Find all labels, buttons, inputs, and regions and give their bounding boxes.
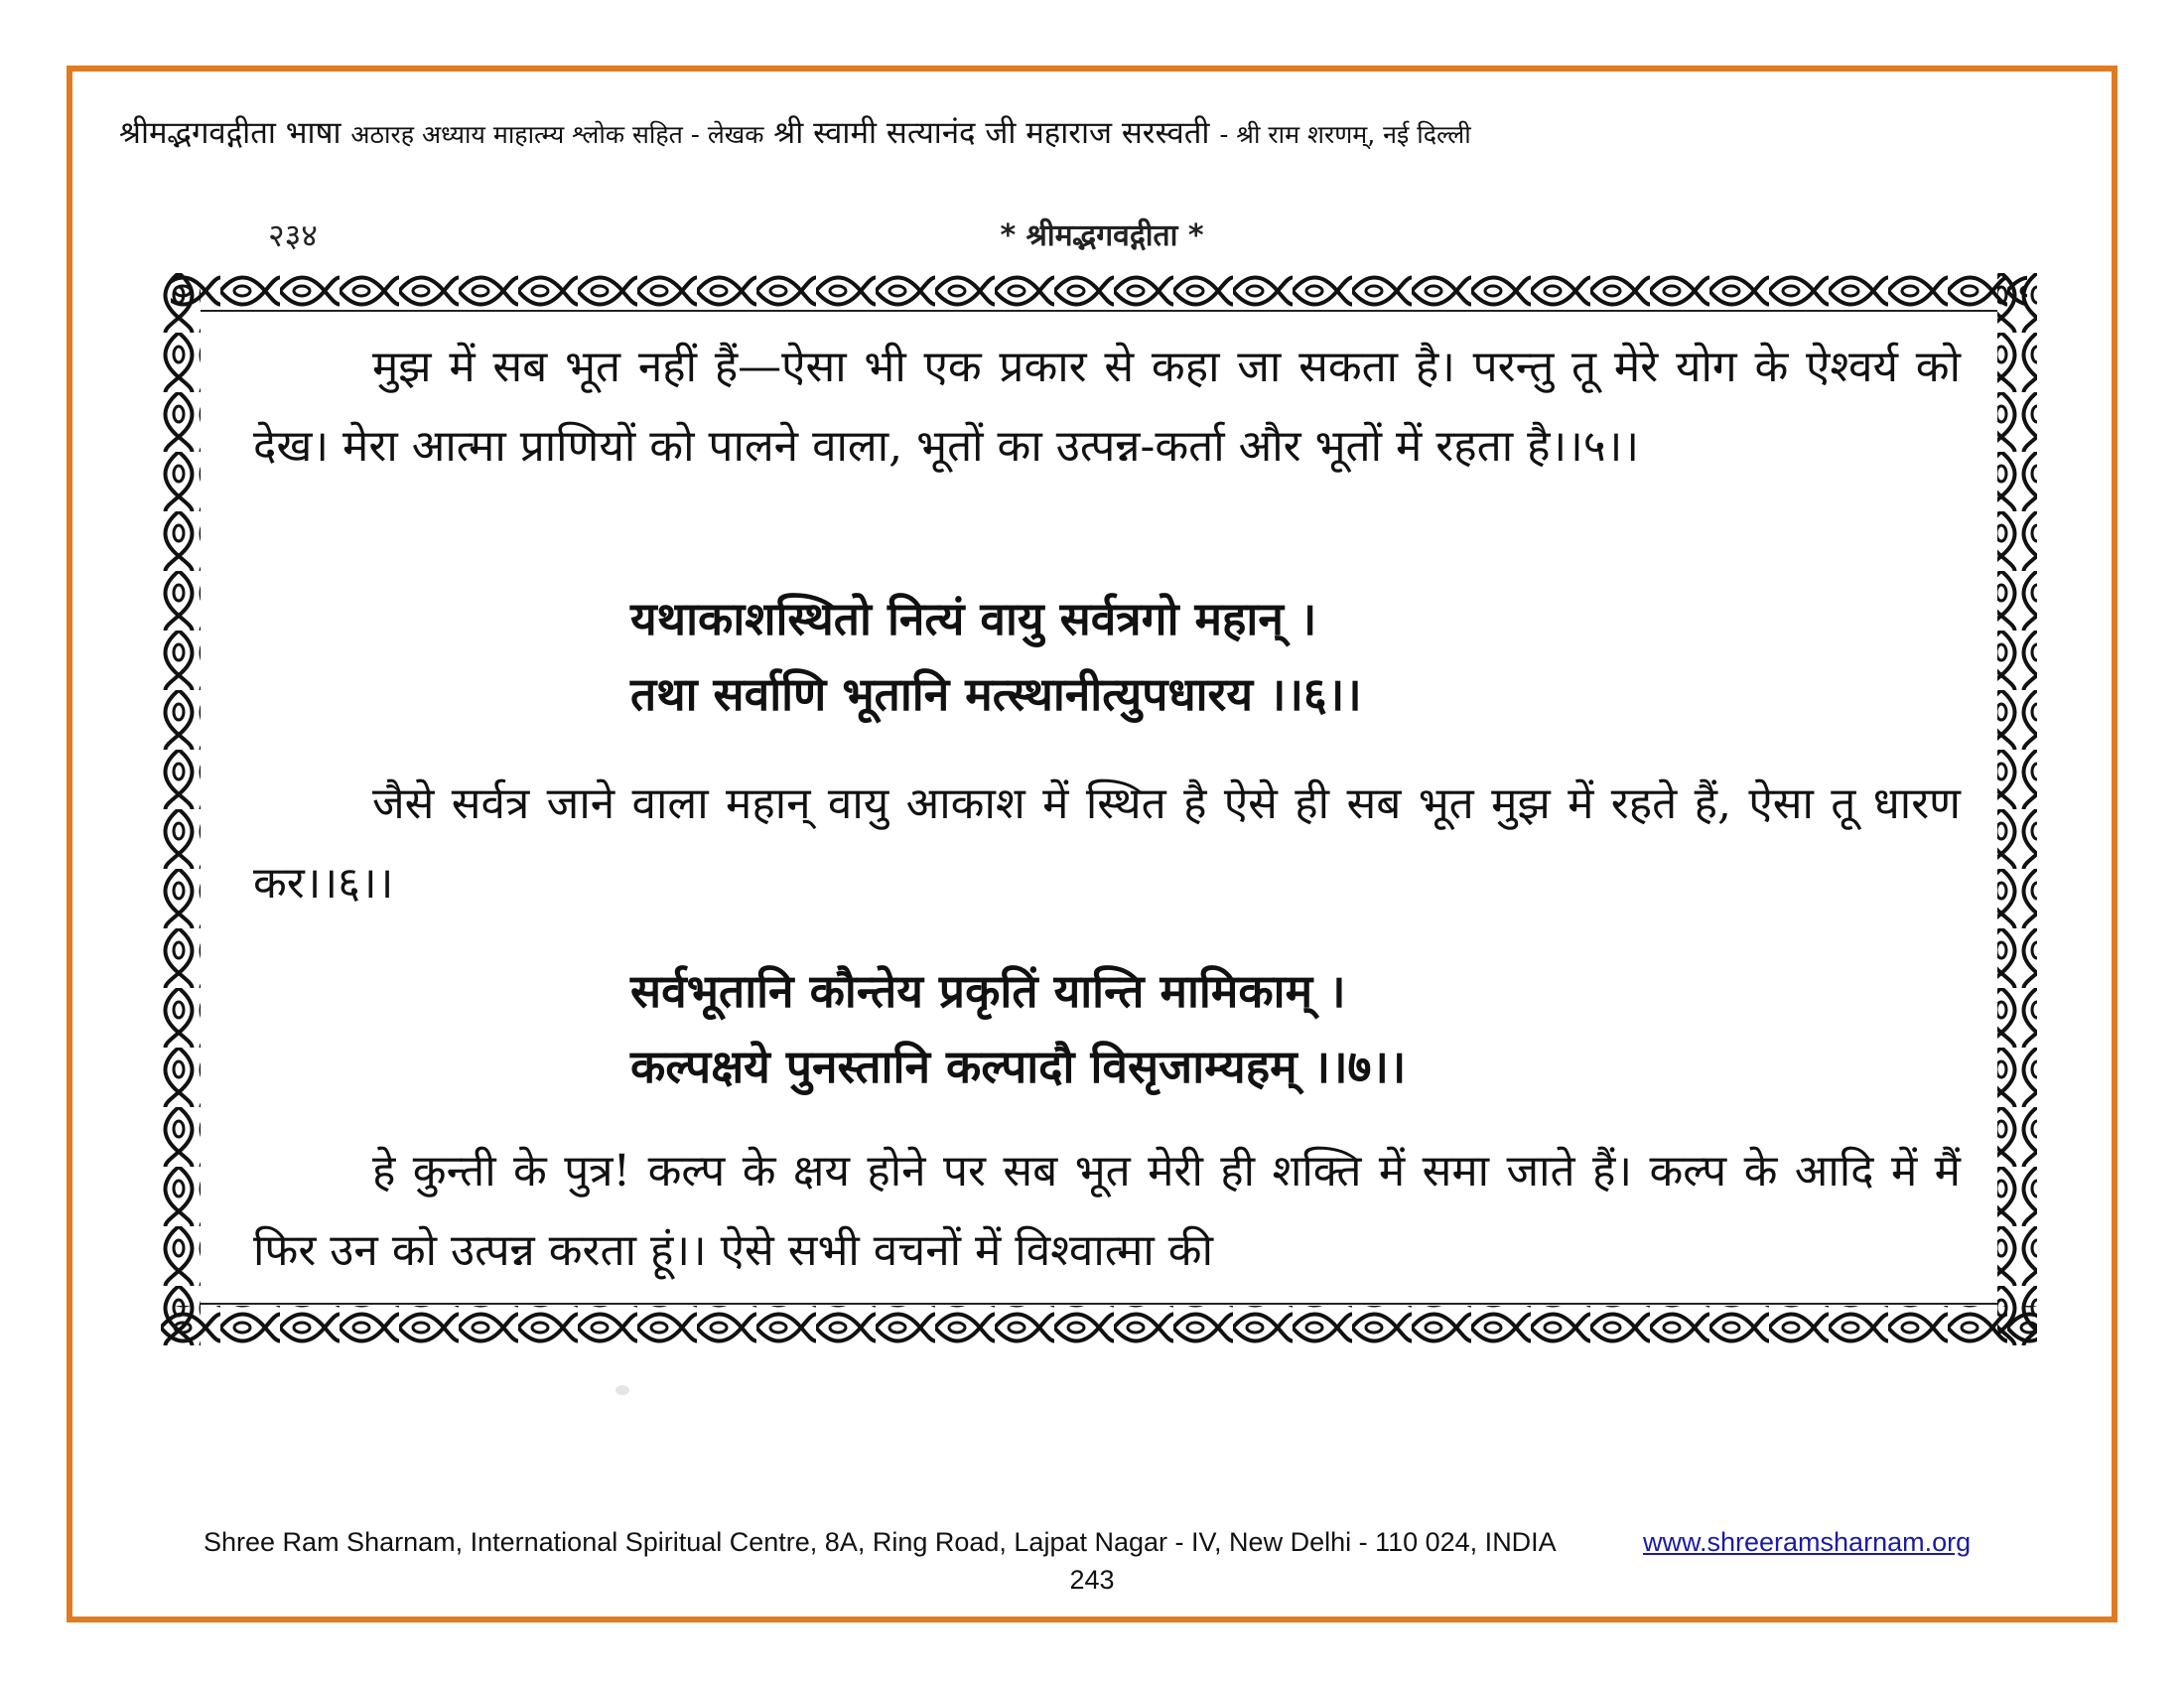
scan-page-number: २३४ (268, 216, 318, 254)
document-header (119, 111, 2065, 153)
verse-line: सर्वभूतानि कौन्तेय प्रकृतिं यान्ति मामिकाम् । (630, 964, 1346, 1018)
verse-line: कल्पक्षये पुनस्तानि कल्पादौ विसृजाम्यहम् ।।७।। (630, 1040, 1407, 1093)
verse-7 (630, 953, 1921, 1104)
running-head: * श्रीमद्भगवद्गीता * (1000, 218, 1204, 253)
verse-line: तथा सर्वाणि भूतानि मत्स्थानीत्युपधारय ।।६।। (630, 667, 1362, 721)
scanned-page (149, 204, 2055, 1455)
header-subtitle: अठारह अध्याय माहात्म्य श्लोक सहित - लेखक (350, 120, 764, 149)
header-title: श्रीमद्भगवद्गीता भाषा (119, 115, 341, 151)
prose-paragraph: हे कुन्ती के पुत्र! कल्प के क्षय होने पर सब भूत मेरी ही शक्ति में समा जाते हैं। कल्प के आदि में मैं फिर उन को उत्पन्न करता हूं।। ऐसे सभी वचनों में विश्वात्मा की (253, 1146, 1961, 1276)
verse-line: यथाकाशस्थितो नित्यं वायु सर्वत्रगो महान् । (630, 592, 1317, 645)
scan-smudge (615, 1385, 629, 1395)
prose-paragraph: जैसे सर्वत्र जाने वाला महान् वायु आकाश में स्थित है ऐसे ही सब भूत मुझ में रहते हैं, ऐसा तू धारण कर।।६।। (253, 778, 1961, 909)
header-publisher: - श्री राम शरणम्, नई दिल्ली (1219, 120, 1471, 149)
header-author: श्री स्वामी सत्यानंद जी महाराज सरस्वती (773, 115, 1210, 151)
footer-page-number: 243 (1069, 1565, 1115, 1595)
prose-paragraph: मुझ में सब भूत नहीं हैं—ऐसा भी एक प्रकार से कहा जा सकता है। परन्तु तू मेरे योग के ऐश्वर्य को देख। मेरा आत्मा प्राणियों को पालने वाला, भूतों का उत्पन्न-कर्ता और भूतों में रहता है।।५।। (253, 342, 1961, 472)
footer-address: Shree Ram Sharnam, International Spiritual Centre, 8A, Ring Road, Lajpat Nagar - IV, New Delhi - 110 024, INDIA (204, 1527, 1557, 1557)
website-link[interactable]: www.shreeramsharnam.org (1643, 1527, 1972, 1557)
verse-6 (630, 581, 1921, 732)
